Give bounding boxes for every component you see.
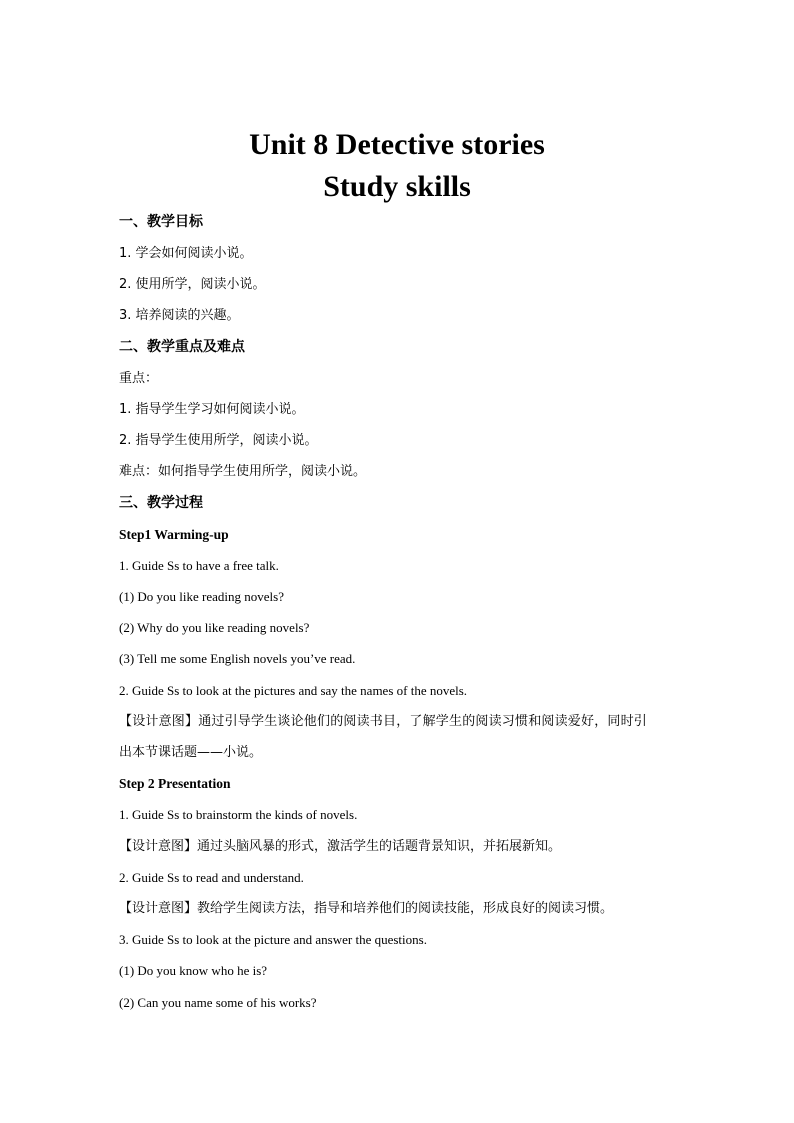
design-intent-note: 【设计意图】通过引导学生谈论他们的阅读书目，了解学生的阅读习惯和阅读爱好，同时引: [119, 714, 648, 729]
section-heading-key-points: 二、教学重点及难点: [119, 339, 245, 355]
activity-item: 3. Guide Ss to look at the picture and answer the questions.: [119, 932, 427, 947]
objective-item: 2. 使用所学，阅读小说。: [119, 277, 266, 292]
question-item: (2) Why do you like reading novels?: [119, 620, 310, 635]
activity-item: 2. Guide Ss to look at the pictures and say the names of the novels.: [119, 683, 468, 698]
document-title: Unit 8 Detective stories: [249, 128, 545, 161]
step-heading-presentation: Step 2 Presentation: [119, 776, 231, 791]
step-heading-warming-up: Step1 Warming-up: [119, 527, 229, 542]
question-item: (2) Can you name some of his works?: [119, 995, 317, 1010]
key-points-label: 重点：: [119, 371, 159, 386]
objective-item: 3. 培养阅读的兴趣。: [119, 308, 240, 323]
difficult-point: 难点：如何指导学生使用所学，阅读小说。: [119, 464, 367, 479]
key-point-item: 2. 指导学生使用所学，阅读小说。: [119, 433, 318, 448]
question-item: (1) Do you like reading novels?: [119, 589, 284, 604]
objective-item: 1. 学会如何阅读小说。: [119, 246, 253, 261]
section-heading-process: 三、教学过程: [119, 495, 203, 511]
section-heading-objectives: 一、教学目标: [119, 214, 203, 230]
document-subtitle: Study skills: [323, 170, 471, 203]
question-item: (1) Do you know who he is?: [119, 963, 268, 978]
question-item: (3) Tell me some English novels you’ve read.: [119, 651, 356, 666]
activity-item: 1. Guide Ss to have a free talk.: [119, 558, 279, 573]
design-intent-note: 【设计意图】教给学生阅读方法，指导和培养他们的阅读技能，形成良好的阅读习惯。: [119, 901, 614, 916]
activity-item: 1. Guide Ss to brainstorm the kinds of novels.: [119, 807, 358, 822]
design-intent-note-continued: 出本节课话题——小说。: [119, 745, 263, 760]
key-point-item: 1. 指导学生学习如何阅读小说。: [119, 402, 305, 417]
design-intent-note: 【设计意图】通过头脑风暴的形式，激活学生的话题背景知识，并拓展新知。: [119, 839, 562, 854]
activity-item: 2. Guide Ss to read and understand.: [119, 870, 304, 885]
